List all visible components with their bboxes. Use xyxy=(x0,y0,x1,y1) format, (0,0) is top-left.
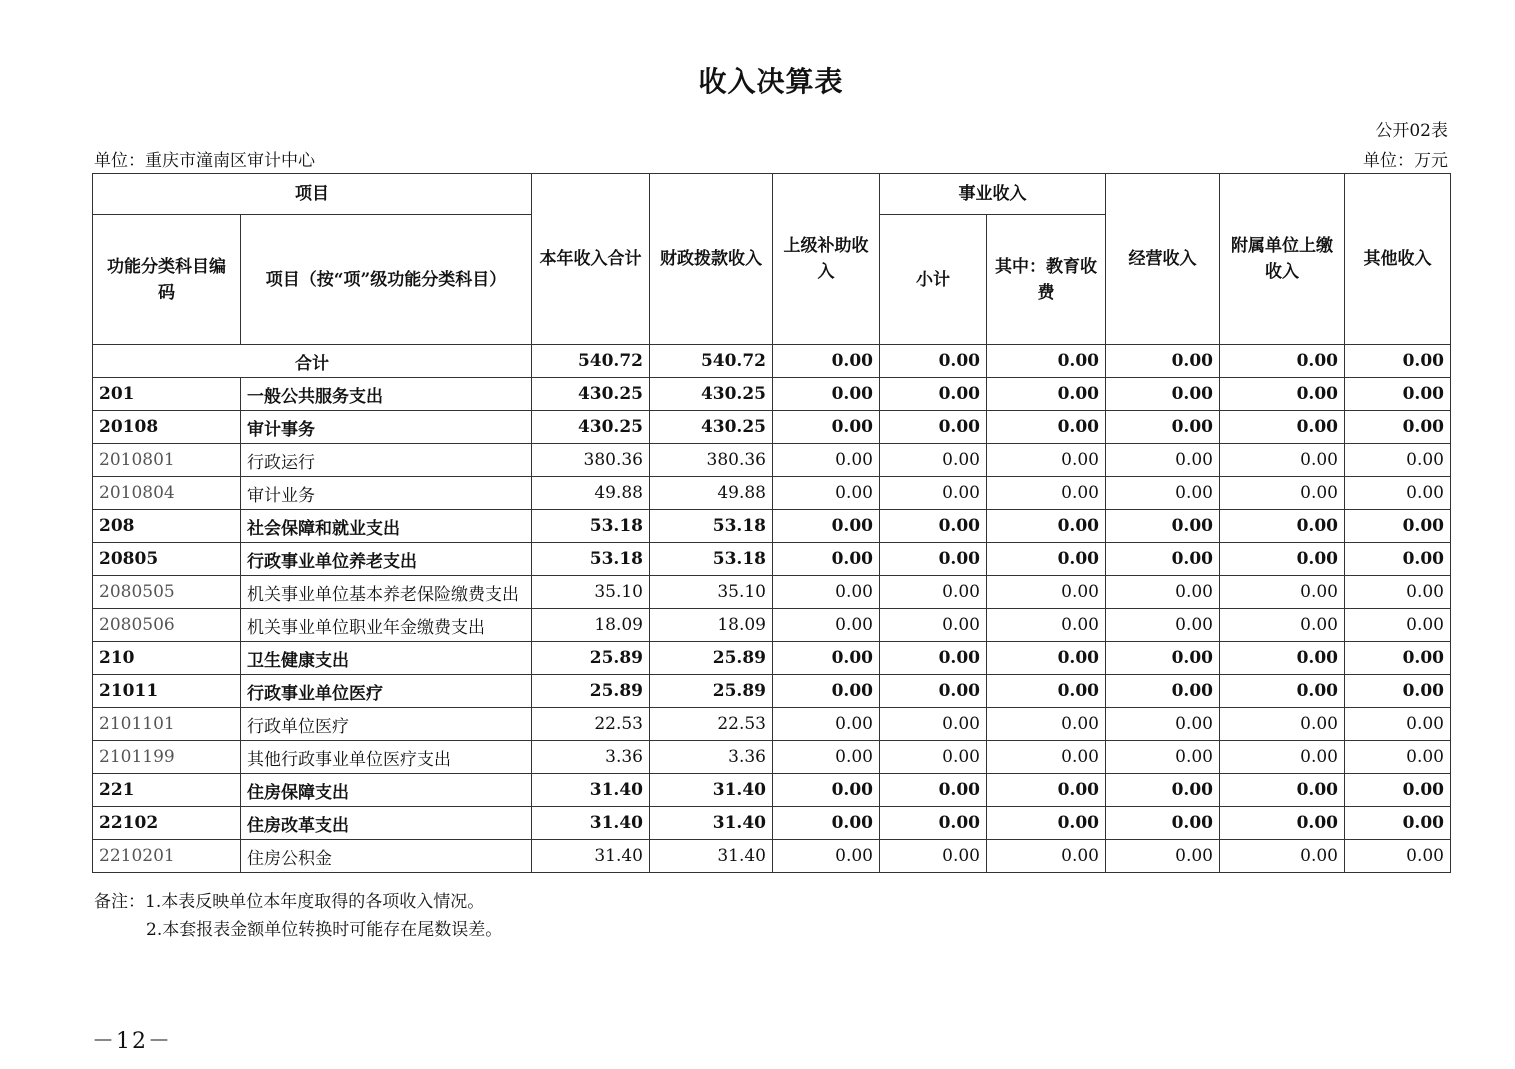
row-value: 0.00 xyxy=(1106,675,1220,708)
row-value: 0.00 xyxy=(1345,378,1451,411)
row-name: 行政事业单位养老支出 xyxy=(241,543,532,576)
table-row xyxy=(93,543,1451,576)
row-code: 2010801 xyxy=(93,444,241,477)
row-value: 0.00 xyxy=(1220,708,1345,741)
row-value: 380.36 xyxy=(650,444,773,477)
row-value: 0.00 xyxy=(1106,378,1220,411)
total-value: 0.00 xyxy=(987,345,1106,378)
header-other: 其他收入 xyxy=(1345,174,1451,345)
total-row xyxy=(93,345,1451,378)
row-value: 0.00 xyxy=(1220,609,1345,642)
row-value: 0.00 xyxy=(987,543,1106,576)
row-value: 0.00 xyxy=(1345,840,1451,873)
row-code: 20805 xyxy=(93,543,241,576)
row-value: 0.00 xyxy=(773,477,880,510)
row-code: 210 xyxy=(93,642,241,675)
row-value: 0.00 xyxy=(1220,444,1345,477)
row-value: 430.25 xyxy=(532,378,650,411)
row-value: 0.00 xyxy=(987,510,1106,543)
header-affiliated: 附属单位上缴收入 xyxy=(1220,174,1345,345)
row-value: 25.89 xyxy=(650,675,773,708)
row-value: 53.18 xyxy=(650,510,773,543)
row-value: 0.00 xyxy=(1220,774,1345,807)
row-value: 0.00 xyxy=(880,477,987,510)
row-value: 0.00 xyxy=(1220,741,1345,774)
row-code: 2101199 xyxy=(93,741,241,774)
row-name: 一般公共服务支出 xyxy=(241,378,532,411)
row-value: 22.53 xyxy=(650,708,773,741)
row-value: 3.36 xyxy=(532,741,650,774)
row-value: 0.00 xyxy=(773,444,880,477)
table-row xyxy=(93,708,1451,741)
row-value: 0.00 xyxy=(1220,378,1345,411)
table-row xyxy=(93,510,1451,543)
row-value: 0.00 xyxy=(1106,807,1220,840)
page-title: 收入决算表 xyxy=(698,65,844,98)
row-value: 0.00 xyxy=(987,642,1106,675)
row-value: 0.00 xyxy=(987,675,1106,708)
header-func-name: 项目（按“项”级功能分类科目） xyxy=(241,215,532,345)
total-value: 0.00 xyxy=(1345,345,1451,378)
row-value: 0.00 xyxy=(1345,774,1451,807)
row-code: 22102 xyxy=(93,807,241,840)
page-number: －12－ xyxy=(92,1029,172,1054)
row-value: 0.00 xyxy=(773,807,880,840)
row-code: 21011 xyxy=(93,675,241,708)
row-code: 20108 xyxy=(93,411,241,444)
row-value: 53.18 xyxy=(650,543,773,576)
row-value: 0.00 xyxy=(880,378,987,411)
row-value: 0.00 xyxy=(773,510,880,543)
header-total-income: 本年收入合计 xyxy=(532,174,650,345)
row-value: 49.88 xyxy=(532,477,650,510)
row-value: 0.00 xyxy=(1220,642,1345,675)
row-code: 2010804 xyxy=(93,477,241,510)
row-code: 2101101 xyxy=(93,708,241,741)
table-row xyxy=(93,609,1451,642)
row-value: 0.00 xyxy=(1345,609,1451,642)
table-row xyxy=(93,642,1451,675)
row-value: 0.00 xyxy=(1345,510,1451,543)
row-value: 0.00 xyxy=(1106,840,1220,873)
row-code: 208 xyxy=(93,510,241,543)
row-name: 住房保障支出 xyxy=(241,774,532,807)
row-value: 0.00 xyxy=(773,543,880,576)
total-value: 0.00 xyxy=(880,345,987,378)
row-value: 0.00 xyxy=(773,642,880,675)
row-value: 0.00 xyxy=(1345,675,1451,708)
row-name: 行政运行 xyxy=(241,444,532,477)
unit-organization: 单位：重庆市潼南区审计中心 xyxy=(94,151,315,171)
header-superior: 上级补助收入 xyxy=(773,174,880,345)
total-value: 0.00 xyxy=(773,345,880,378)
row-value: 0.00 xyxy=(1345,411,1451,444)
row-value: 0.00 xyxy=(880,543,987,576)
row-name: 审计事务 xyxy=(241,411,532,444)
header-business: 事业收入 xyxy=(880,174,1106,215)
row-name: 审计业务 xyxy=(241,477,532,510)
row-value: 49.88 xyxy=(650,477,773,510)
row-value: 25.89 xyxy=(532,642,650,675)
row-value: 0.00 xyxy=(880,576,987,609)
row-value: 0.00 xyxy=(1106,510,1220,543)
row-name: 社会保障和就业支出 xyxy=(241,510,532,543)
row-name: 行政事业单位医疗 xyxy=(241,675,532,708)
row-value: 0.00 xyxy=(1220,477,1345,510)
table-row xyxy=(93,576,1451,609)
row-name: 住房改革支出 xyxy=(241,807,532,840)
row-value: 18.09 xyxy=(532,609,650,642)
row-value: 25.89 xyxy=(650,642,773,675)
row-code: 221 xyxy=(93,774,241,807)
total-value: 0.00 xyxy=(1106,345,1220,378)
row-value: 0.00 xyxy=(1220,576,1345,609)
row-name: 机关事业单位职业年金缴费支出 xyxy=(241,609,532,642)
row-value: 0.00 xyxy=(1345,708,1451,741)
row-name: 机关事业单位基本养老保险缴费支出 xyxy=(241,576,532,609)
row-code: 201 xyxy=(93,378,241,411)
row-value: 22.53 xyxy=(532,708,650,741)
row-value: 0.00 xyxy=(1220,510,1345,543)
row-value: 0.00 xyxy=(1106,411,1220,444)
form-number: 公开02表 xyxy=(1375,121,1448,141)
row-value: 0.00 xyxy=(773,576,880,609)
row-name: 其他行政事业单位医疗支出 xyxy=(241,741,532,774)
row-value: 0.00 xyxy=(1345,543,1451,576)
row-value: 0.00 xyxy=(987,741,1106,774)
row-value: 0.00 xyxy=(987,807,1106,840)
row-value: 31.40 xyxy=(650,840,773,873)
row-value: 31.40 xyxy=(650,774,773,807)
row-value: 0.00 xyxy=(773,609,880,642)
row-value: 0.00 xyxy=(1345,642,1451,675)
table-row xyxy=(93,807,1451,840)
note-line-1: 备注：1.本表反映单位本年度取得的各项收入情况。 xyxy=(94,892,485,912)
row-value: 0.00 xyxy=(880,708,987,741)
header-func-code: 功能分类科目编码 xyxy=(93,215,241,345)
row-value: 0.00 xyxy=(773,840,880,873)
row-value: 0.00 xyxy=(1345,477,1451,510)
row-value: 430.25 xyxy=(650,378,773,411)
row-value: 0.00 xyxy=(1345,444,1451,477)
row-value: 53.18 xyxy=(532,543,650,576)
row-value: 0.00 xyxy=(987,444,1106,477)
table-row xyxy=(93,741,1451,774)
row-value: 0.00 xyxy=(1106,609,1220,642)
row-value: 0.00 xyxy=(880,840,987,873)
row-value: 0.00 xyxy=(1106,741,1220,774)
row-value: 0.00 xyxy=(1106,576,1220,609)
unit-currency: 单位：万元 xyxy=(1363,151,1448,171)
row-value: 0.00 xyxy=(987,411,1106,444)
header-operating: 经营收入 xyxy=(1106,174,1220,345)
row-value: 0.00 xyxy=(880,444,987,477)
row-value: 0.00 xyxy=(880,675,987,708)
row-value: 0.00 xyxy=(1106,543,1220,576)
row-value: 31.40 xyxy=(532,774,650,807)
total-value: 0.00 xyxy=(1220,345,1345,378)
row-value: 0.00 xyxy=(987,477,1106,510)
row-value: 0.00 xyxy=(1220,675,1345,708)
row-value: 0.00 xyxy=(773,741,880,774)
row-value: 0.00 xyxy=(1106,774,1220,807)
row-value: 0.00 xyxy=(1106,444,1220,477)
row-value: 430.25 xyxy=(650,411,773,444)
table-row xyxy=(93,378,1451,411)
row-value: 380.36 xyxy=(532,444,650,477)
row-value: 18.09 xyxy=(650,609,773,642)
row-name: 卫生健康支出 xyxy=(241,642,532,675)
table-row xyxy=(93,411,1451,444)
row-value: 0.00 xyxy=(880,411,987,444)
table-row xyxy=(93,840,1451,873)
row-value: 0.00 xyxy=(1345,807,1451,840)
row-value: 0.00 xyxy=(987,708,1106,741)
row-value: 25.89 xyxy=(532,675,650,708)
header-project: 项目 xyxy=(93,174,532,215)
row-value: 0.00 xyxy=(1220,807,1345,840)
row-value: 0.00 xyxy=(1220,840,1345,873)
total-label: 合计 xyxy=(93,345,532,378)
row-value: 31.40 xyxy=(532,807,650,840)
row-value: 31.40 xyxy=(650,807,773,840)
row-value: 35.10 xyxy=(532,576,650,609)
row-value: 3.36 xyxy=(650,741,773,774)
row-value: 53.18 xyxy=(532,510,650,543)
row-value: 0.00 xyxy=(880,741,987,774)
table-row xyxy=(93,477,1451,510)
header-fiscal: 财政拨款收入 xyxy=(650,174,773,345)
row-value: 0.00 xyxy=(1106,477,1220,510)
row-name: 行政单位医疗 xyxy=(241,708,532,741)
row-value: 0.00 xyxy=(987,378,1106,411)
row-code: 2210201 xyxy=(93,840,241,873)
row-value: 0.00 xyxy=(987,609,1106,642)
row-value: 0.00 xyxy=(1345,741,1451,774)
row-name: 住房公积金 xyxy=(241,840,532,873)
row-code: 2080506 xyxy=(93,609,241,642)
row-value: 0.00 xyxy=(773,708,880,741)
row-value: 0.00 xyxy=(773,774,880,807)
row-value: 0.00 xyxy=(773,411,880,444)
row-value: 0.00 xyxy=(987,576,1106,609)
row-value: 0.00 xyxy=(880,774,987,807)
row-value: 0.00 xyxy=(880,642,987,675)
row-value: 35.10 xyxy=(650,576,773,609)
row-value: 0.00 xyxy=(880,510,987,543)
row-value: 31.40 xyxy=(532,840,650,873)
table-row xyxy=(93,774,1451,807)
row-value: 0.00 xyxy=(1106,708,1220,741)
table-row xyxy=(93,444,1451,477)
row-value: 0.00 xyxy=(1345,576,1451,609)
income-table xyxy=(92,173,1451,873)
total-value: 540.72 xyxy=(532,345,650,378)
row-value: 0.00 xyxy=(880,807,987,840)
row-value: 0.00 xyxy=(880,609,987,642)
row-value: 0.00 xyxy=(773,378,880,411)
header-subtotal: 小计 xyxy=(880,215,987,345)
row-code: 2080505 xyxy=(93,576,241,609)
note-line-2: 2.本套报表金额单位转换时可能存在尾数误差。 xyxy=(146,920,503,940)
row-value: 0.00 xyxy=(987,840,1106,873)
total-value: 540.72 xyxy=(650,345,773,378)
header-edu: 其中：教育收费 xyxy=(987,215,1106,345)
row-value: 0.00 xyxy=(1106,642,1220,675)
table-row xyxy=(93,675,1451,708)
row-value: 0.00 xyxy=(1220,543,1345,576)
row-value: 430.25 xyxy=(532,411,650,444)
row-value: 0.00 xyxy=(773,675,880,708)
row-value: 0.00 xyxy=(987,774,1106,807)
row-value: 0.00 xyxy=(1220,411,1345,444)
notes xyxy=(94,888,502,944)
